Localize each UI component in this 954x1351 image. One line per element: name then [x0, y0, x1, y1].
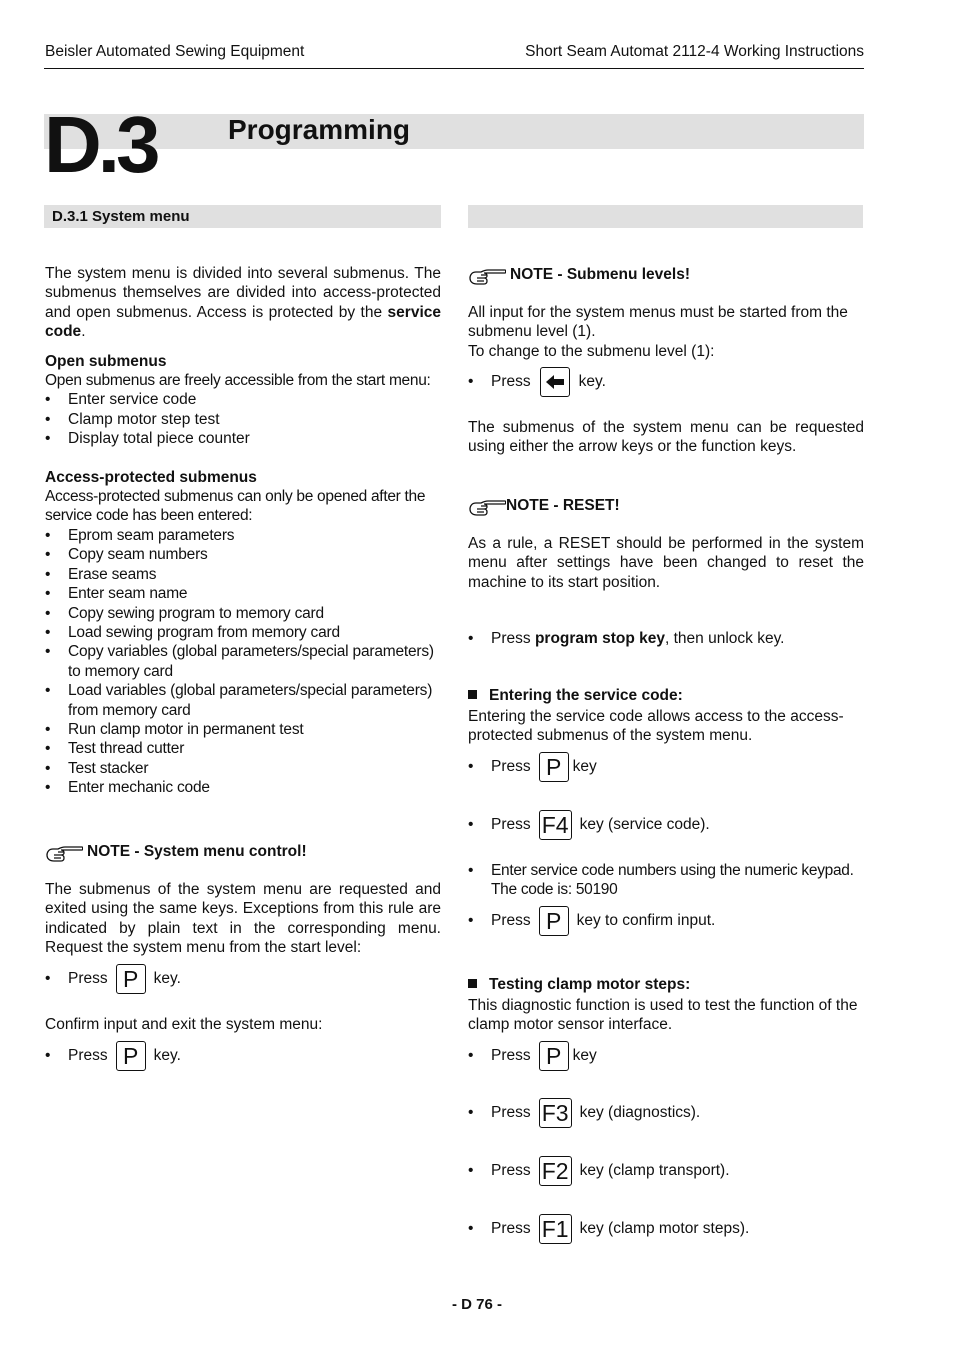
p-key[interactable]: P	[116, 964, 146, 994]
program-stop-step: • Press program stop key , then unlock key.	[468, 630, 785, 647]
clamp-paragraph: This diagnostic function is used to test the function of the clamp motor sensor interface.	[468, 997, 858, 1034]
press-p-key-step: • Press P key	[468, 1041, 597, 1071]
list-item: • Run clamp motor in permanent test	[45, 720, 441, 739]
confirm-paragraph: Confirm input and exit the system menu:	[45, 1016, 323, 1033]
list-item: • Enter service code numbers using the numeric keypad. The code is: 50190	[468, 861, 864, 900]
list-item: • Copy variables (global parameters/special parameters) to memory card	[45, 642, 441, 681]
list-item: • Copy sewing program to memory card	[45, 604, 441, 623]
p-key[interactable]: P	[539, 1041, 569, 1071]
protected-submenus-text: Access-protected submenus can only be opened after the service code has been entered:	[45, 488, 426, 525]
list-item: • Load variables (global parameters/special parameters) from memory card	[45, 681, 441, 720]
open-submenus-heading: Open submenus	[45, 352, 167, 370]
list-item: • Copy seam numbers	[45, 545, 441, 564]
left-column	[45, 264, 441, 798]
list-item: • Test stacker	[45, 759, 441, 778]
p-key[interactable]: P	[539, 906, 569, 936]
pointing-hand-icon	[468, 264, 506, 286]
section-title: D.3.1 System menu	[52, 208, 190, 225]
square-bullet-icon	[468, 690, 477, 699]
list-item: • Test thread cutter	[45, 739, 441, 758]
arrow-left-icon	[544, 373, 566, 391]
press-p-key-step: • Press P key to confirm input.	[468, 906, 715, 936]
title-band	[44, 114, 864, 149]
section-band-right	[468, 205, 863, 228]
header-left: Beisler Automated Sewing Equipment	[45, 43, 305, 60]
service-code-heading: Entering the service code:	[468, 687, 683, 705]
square-bullet-icon	[468, 979, 477, 988]
list-item: • Enter mechanic code	[45, 778, 441, 797]
pointing-hand-icon	[45, 841, 83, 863]
list-item: • Clamp motor step test	[45, 410, 441, 429]
intro-paragraph: The system menu is divided into several submenus. The submenus themselves are divided into access-protected and open submenus. Access is protected by the service code.	[45, 265, 441, 341]
protected-submenus-list	[45, 526, 441, 798]
arrows-paragraph: The submenus of the system menu can be requested using either the arrow keys or the function keys.	[468, 419, 864, 456]
list-item: • Eprom seam parameters	[45, 526, 441, 545]
list-item: • Enter service code	[45, 390, 441, 409]
chapter-number: D.3	[44, 100, 157, 189]
open-submenus-text: Open submenus are freely accessible from the start menu:	[45, 372, 431, 390]
press-f4-key-step: • Press F4 key (service code).	[468, 810, 710, 840]
back-arrow-key[interactable]	[540, 367, 570, 397]
note-system-menu-control: NOTE - System menu control!	[45, 841, 307, 863]
p-key[interactable]: P	[116, 1041, 146, 1071]
press-f1-key-step: • Press F1 key (clamp motor steps).	[468, 1214, 749, 1244]
note2-paragraph: All input for the system menus must be started from the submenu level (1). To change to the submenu level (1):	[468, 304, 848, 360]
open-submenus-list	[45, 390, 441, 448]
service-code-paragraph: Entering the service code allows access to the access-protected submenus of the system menu.	[468, 708, 844, 745]
press-p-key-step: • Press P key	[468, 752, 597, 782]
press-p-key-step: • Press P key.	[45, 1041, 181, 1071]
page-title: Programming	[228, 114, 411, 145]
enter-code-step	[468, 861, 864, 900]
note1-paragraph: The submenus of the system menu are requested and exited using the same keys. Exceptions from this rule are indicated by plain text in the corresponding menu. Request the system menu from the start level:	[45, 881, 441, 957]
page-number: - D 76 -	[451, 1296, 502, 1313]
press-p-key-step: • Press P key.	[45, 964, 181, 994]
protected-submenus-heading: Access-protected submenus	[45, 468, 257, 486]
header-right: Short Seam Automat 2112-4 Working Instructions	[525, 43, 864, 60]
list-item: • Display total piece counter	[45, 429, 441, 448]
press-f3-key-step: • Press F3 key (diagnostics).	[468, 1098, 700, 1128]
f3-key[interactable]: F3	[539, 1098, 572, 1128]
reset-paragraph: As a rule, a RESET should be performed in the system menu after settings have been changed to reset the machine to its start position.	[468, 535, 864, 591]
list-item: • Load sewing program from memory card	[45, 623, 441, 642]
clamp-heading: Testing clamp motor steps:	[468, 976, 690, 994]
note-submenu-levels: NOTE - Submenu levels!	[468, 264, 690, 286]
pointing-hand-icon	[468, 495, 506, 517]
list-item: • Enter seam name	[45, 584, 441, 603]
f4-key[interactable]: F4	[539, 810, 572, 840]
note-reset: NOTE - RESET!	[468, 495, 620, 517]
p-key[interactable]: P	[539, 752, 569, 782]
list-item: • Erase seams	[45, 565, 441, 584]
press-back-key-step: • Press key.	[468, 367, 606, 397]
f2-key[interactable]: F2	[539, 1156, 572, 1186]
f1-key[interactable]: F1	[539, 1214, 572, 1244]
header-rule	[44, 68, 864, 69]
press-f2-key-step: • Press F2 key (clamp transport).	[468, 1156, 730, 1186]
